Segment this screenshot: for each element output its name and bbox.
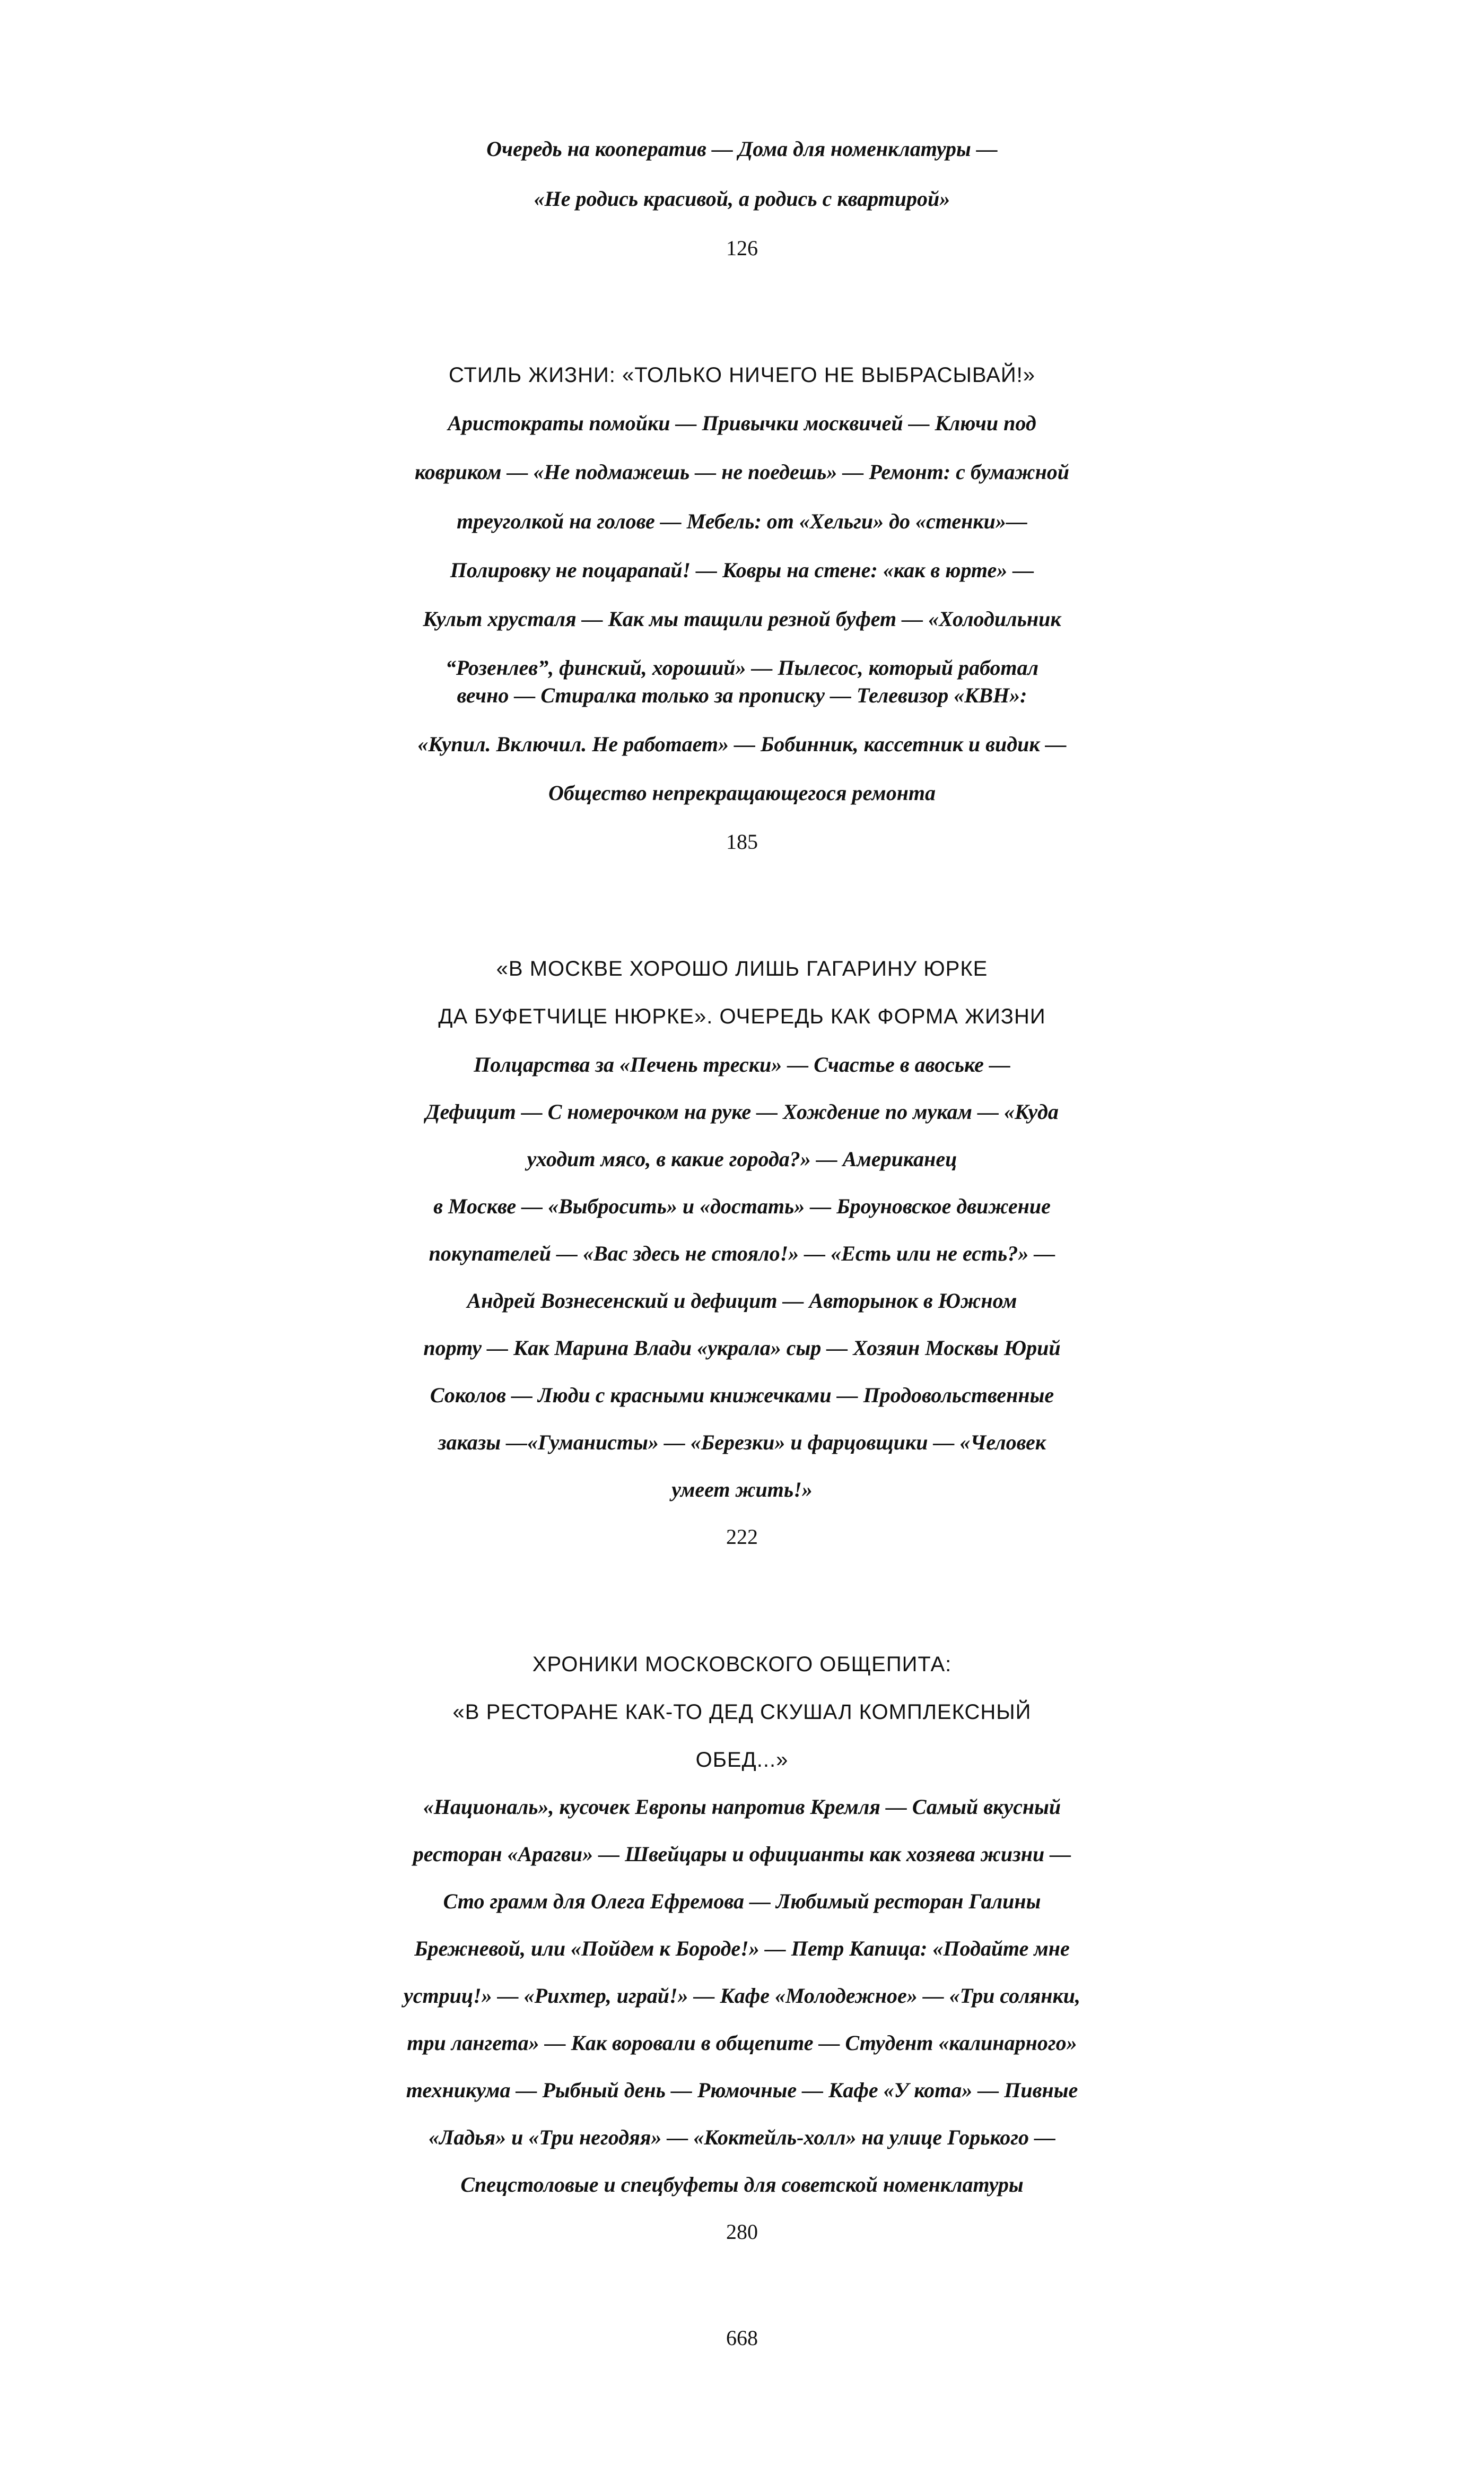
section-4-desc-line: «Националь», кусочек Европы напротив Кремля — Самый вкусный (423, 1795, 1061, 1819)
section-3-title-line: ДА БУФЕТЧИЦЕ НЮРКЕ». ОЧЕРЕДЬ КАК ФОРМА ЖИЗНИ (438, 1005, 1046, 1028)
section-2-desc-line: «Купил. Включил. Не работает» — Бобинник, кассетник и видик — (417, 732, 1067, 756)
section-3-desc-line: Андрей Вознесенский и дефицит — Авторынок в Южном (467, 1289, 1017, 1313)
section-4-desc-line: устриц!» — «Рихтер, играй!» — Кафе «Молодежное» — «Три солянки, (404, 1984, 1080, 2008)
section-3-page-number: 222 (726, 1525, 758, 1549)
section-2-desc-line: Полировку не поцарапай! — Ковры на стене: «как в юрте» — (450, 558, 1034, 582)
page-folio-number: 668 (726, 2326, 758, 2350)
section-2-desc-line: вечно — Стиралка только за прописку — Телевизор «КВН»: (457, 683, 1027, 707)
section-1-desc-line: «Не родись красивой, а родись с квартирой» (534, 187, 950, 211)
section-3-desc-line: заказы —«Гуманисты» — «Березки» и фарцовщики — «Человек (438, 1430, 1046, 1454)
section-3-desc-line: в Москве — «Выбросить» и «достать» — Броуновское движение (433, 1194, 1051, 1218)
section-4-title-line: «В РЕСТОРАНЕ КАК-ТО ДЕД СКУШАЛ КОМПЛЕКСНЫЙ (452, 1700, 1032, 1724)
section-3-desc-line: покупателей — «Вас здесь не стояло!» — «Есть или не есть?» — (429, 1241, 1055, 1265)
section-4-desc-line: Брежневой, или «Пойдем к Бороде!» — Петр Капица: «Подайте мне (414, 1936, 1070, 1960)
section-4-desc-line: техникума — Рыбный день — Рюмочные — Кафе «У кота» — Пивные (406, 2078, 1078, 2102)
section-4-page-number: 280 (726, 2220, 758, 2244)
section-2-desc-line: Общество непрекращающегося ремонта (548, 781, 936, 805)
section-2-title-line: СТИЛЬ ЖИЗНИ: «ТОЛЬКО НИЧЕГО НЕ ВЫБРАСЫВАЙ!» (448, 363, 1036, 387)
section-4-desc-line: Сто грамм для Олега Ефремова — Любимый ресторан Галины (443, 1889, 1041, 1913)
section-4-desc-line: три лангета» — Как воровали в общепите — Студент «калинарного» (407, 2031, 1077, 2055)
section-4-desc-line: ресторан «Арагви» — Швейцары и официанты как хозяева жизни — (413, 1842, 1071, 1866)
section-3-desc-line: Соколов — Люди с красными книжечками — Продовольственные (430, 1383, 1054, 1407)
section-1-desc-line: Очередь на кооператив — Дома для номенклатуры — (486, 137, 998, 161)
section-4-desc-line: Спецстоловые и спецбуфеты для советской номенклатуры (460, 2173, 1024, 2196)
section-3-desc-line: уходит мясо, в какие города?» — Американец (527, 1147, 957, 1171)
section-2-page-number: 185 (726, 830, 758, 854)
section-2-desc-line: “Розенлев”, финский, хороший» — Пылесос, который работал (445, 656, 1039, 680)
section-2-desc-line: треуголкой на голове — Мебель: от «Хельги» до «стенки»— (457, 509, 1027, 533)
section-1-page-number: 126 (726, 236, 758, 260)
section-3-desc-line: Дефицит — С номерочком на руке — Хождение по мукам — «Куда (425, 1100, 1059, 1124)
section-4-title-line: ХРОНИКИ МОСКОВСКОГО ОБЩЕПИТА: (532, 1653, 952, 1676)
section-4-title-line: ОБЕД...» (695, 1748, 789, 1771)
section-2-desc-line: Культ хрусталя — Как мы тащили резной буфет — «Холодильник (423, 607, 1061, 631)
section-2-desc-line: ковриком — «Не подмажешь — не поедешь» — Ремонт: с бумажной (414, 460, 1070, 484)
section-3-desc-line: порту — Как Марина Влади «украла» сыр — Хозяин Москвы Юрий (423, 1336, 1061, 1360)
section-3-desc-line: умеет жить!» (671, 1478, 813, 1501)
section-2-desc-line: Аристократы помойки — Привычки москвичей — Ключи под (448, 411, 1036, 435)
section-3-title-line: «В МОСКВЕ ХОРОШО ЛИШЬ ГАГАРИНУ ЮРКЕ (496, 957, 988, 980)
section-3-desc-line: Полцарства за «Печень трески» — Счастье в авоське — (474, 1053, 1010, 1076)
section-4-desc-line: «Ладья» и «Три негодяя» — «Коктейль-холл» на улице Горького — (428, 2125, 1056, 2149)
